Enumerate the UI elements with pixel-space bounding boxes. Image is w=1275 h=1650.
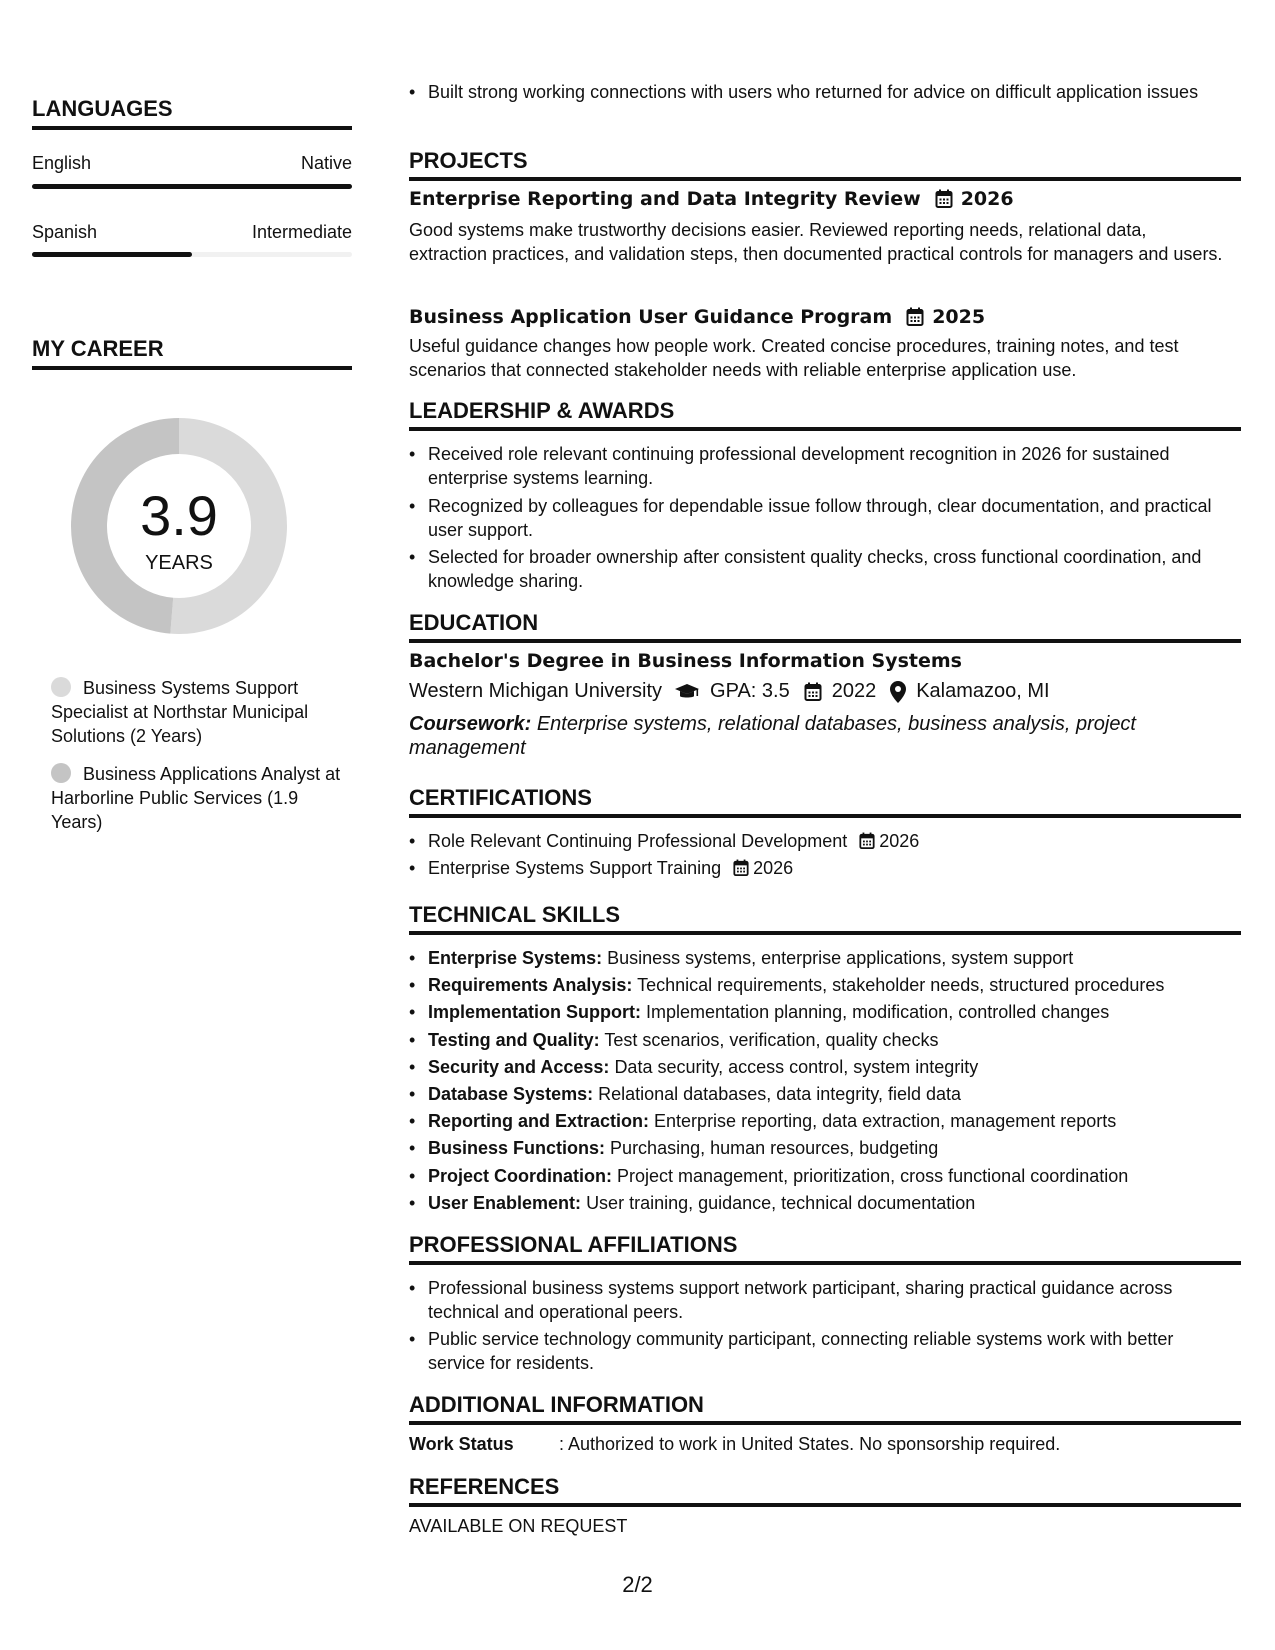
coursework-text: Enterprise systems, relational databases, business analysis, project management	[409, 713, 1136, 759]
language-level: Intermediate	[251, 222, 352, 242]
references-divider	[409, 1503, 1241, 1507]
calendar-icon	[859, 832, 875, 850]
calendar-icon	[906, 307, 924, 327]
affiliations-divider	[409, 1261, 1241, 1265]
work-status-value: : Authorized to work in United States. No sponsorship required.	[559, 1434, 1061, 1454]
additional-info-divider	[409, 1421, 1241, 1425]
project-title-row	[409, 188, 1014, 210]
skills-divider	[409, 931, 1241, 935]
references-text: AVAILABLE ON REQUEST	[409, 1516, 628, 1536]
graduation-cap-icon	[674, 683, 700, 701]
school-location: Kalamazoo, MI	[916, 680, 1050, 702]
skill-item	[428, 973, 1228, 997]
career-legend-dot	[51, 763, 71, 783]
skill-item	[428, 1191, 1228, 1215]
language-row-spanish	[32, 222, 352, 243]
calendar-icon	[935, 189, 953, 209]
certifications-heading: CERTIFICATIONS	[409, 785, 592, 810]
skill-label: Business Functions:	[428, 1138, 606, 1159]
career-donut-chart	[66, 413, 292, 639]
skill-label: Security and Access:	[428, 1056, 610, 1077]
skill-item	[428, 1055, 1228, 1079]
skill-label: Requirements Analysis:	[428, 975, 633, 996]
skill-value: Technical requirements, stakeholder needs, structured procedures	[637, 975, 1165, 996]
project-year: 2025	[932, 306, 986, 328]
skill-item	[428, 946, 1228, 970]
skill-label: Implementation Support:	[428, 1002, 641, 1023]
languages-heading: LANGUAGES	[32, 96, 173, 121]
skill-item	[428, 1082, 1228, 1106]
additional-info-heading: ADDITIONAL INFORMATION	[409, 1392, 704, 1417]
skill-label: User Enablement:	[428, 1192, 582, 1213]
career-total-unit: YEARS	[145, 552, 213, 574]
project-title-row	[409, 306, 985, 328]
certification-name: • Enterprise Systems Support Training	[428, 858, 722, 878]
career-legend-dot	[51, 677, 71, 697]
language-name: English	[32, 153, 92, 173]
career-role-item	[51, 676, 341, 748]
skill-value: Test scenarios, verification, quality checks	[604, 1029, 939, 1050]
project-title: Enterprise Reporting and Data Integrity Review	[409, 188, 921, 210]
education-heading: EDUCATION	[409, 610, 539, 635]
skill-value: Project management, prioritization, cross functional coordination	[617, 1165, 1129, 1186]
skill-item	[428, 1000, 1228, 1024]
coursework-label: Coursework:	[409, 713, 532, 735]
project-year: 2026	[960, 188, 1014, 210]
education-details-row	[409, 680, 1050, 703]
skill-item	[428, 1136, 1228, 1160]
graduation-year: 2022	[831, 680, 877, 702]
calendar-icon	[804, 682, 822, 702]
language-bar-fill	[32, 252, 192, 257]
skill-item	[428, 1164, 1228, 1188]
skill-label: Testing and Quality:	[428, 1029, 600, 1050]
coursework	[409, 712, 1229, 760]
gpa: GPA: 3.5	[710, 680, 790, 702]
skill-label: Enterprise Systems:	[428, 948, 603, 968]
career-role-item	[51, 762, 341, 834]
skill-value: Relational databases, data integrity, field data	[598, 1084, 962, 1104]
references-heading: REFERENCES	[409, 1474, 560, 1499]
project-description: Good systems make trustworthy decisions easier. Reviewed reporting needs, relational data, extraction practices, and validation steps, then documented practical controls for managers and users.	[409, 220, 1223, 264]
leadership-bullet: • Recognized by colleagues for dependable issue follow through, clear documentation, and practical user support.	[428, 494, 1228, 542]
projects-divider	[409, 177, 1241, 181]
career-divider	[32, 366, 352, 370]
language-bar-spanish	[32, 252, 352, 257]
skill-item	[428, 1028, 1228, 1052]
page-number: 2/2	[622, 1572, 653, 1597]
certification-year: 2026	[753, 858, 794, 878]
work-status-label: Work Status	[409, 1434, 514, 1454]
calendar-icon	[733, 859, 749, 877]
experience-bullet: • Built strong working connections with users who returned for advice on difficult application issues	[428, 80, 1228, 104]
leadership-heading: LEADERSHIP & AWARDS	[409, 398, 675, 423]
skill-value: Enterprise reporting, data extraction, management reports	[654, 1111, 1117, 1132]
certification-item	[428, 856, 1228, 880]
skill-label: Database Systems:	[428, 1084, 594, 1104]
career-heading: MY CAREER	[32, 336, 164, 361]
certification-name: • Role Relevant Continuing Professional Development	[428, 831, 848, 851]
language-row-english	[32, 153, 352, 174]
degree-title	[409, 650, 962, 672]
skill-label: Reporting and Extraction:	[428, 1111, 650, 1132]
project-description: Useful guidance changes how people work. Created concise procedures, training notes, and test scenarios that connected stakeholder needs with reliable enterprise application use.	[409, 336, 1179, 380]
languages-divider	[32, 126, 352, 130]
skill-value: Purchasing, human resources, budgeting	[610, 1138, 939, 1159]
career-role-text: Business Applications Analyst at Harborline Public Services (1.9 Years)	[51, 764, 341, 832]
school-name: Western Michigan University	[409, 680, 663, 702]
career-role-text: Business Systems Support Specialist at Northstar Municipal Solutions (2 Years)	[51, 678, 309, 746]
language-bar-fill	[32, 184, 352, 189]
degree-name: Bachelor's Degree in Business Information Systems	[409, 650, 962, 672]
work-status-row	[409, 1432, 1060, 1456]
skill-value: User training, guidance, technical documentation	[586, 1192, 976, 1213]
location-pin-icon	[890, 681, 906, 703]
certification-year: 2026	[879, 831, 920, 851]
leadership-divider	[409, 427, 1241, 431]
language-name: Spanish	[32, 222, 98, 242]
language-level: Native	[300, 153, 352, 173]
leadership-bullet: • Selected for broader ownership after consistent quality checks, cross functional coordination, and knowledge sharing.	[428, 545, 1228, 593]
skill-item	[428, 1109, 1228, 1133]
project-title: Business Application User Guidance Program	[409, 306, 893, 328]
skill-label: Project Coordination:	[428, 1165, 612, 1186]
certification-item	[428, 829, 1228, 853]
affiliation-bullet: • Public service technology community participant, connecting reliable systems work with better service for residents.	[428, 1327, 1228, 1375]
leadership-bullet: • Received role relevant continuing professional development recognition in 2026 for sustained enterprise systems learning.	[428, 442, 1228, 490]
projects-heading: PROJECTS	[409, 148, 528, 173]
certifications-divider	[409, 814, 1241, 818]
career-total-years: 3.9	[140, 484, 218, 547]
skill-value: Data security, access control, system integrity	[614, 1056, 979, 1077]
affiliation-bullet: • Professional business systems support network participant, sharing practical guidance across technical and operational peers.	[428, 1276, 1228, 1324]
skills-heading: TECHNICAL SKILLS	[409, 902, 621, 927]
skill-value: Business systems, enterprise applications, system support	[607, 948, 1074, 968]
education-divider	[409, 639, 1241, 643]
language-bar-english	[32, 184, 352, 189]
skill-value: Implementation planning, modification, controlled changes	[646, 1002, 1110, 1023]
affiliations-heading: PROFESSIONAL AFFILIATIONS	[409, 1232, 738, 1257]
